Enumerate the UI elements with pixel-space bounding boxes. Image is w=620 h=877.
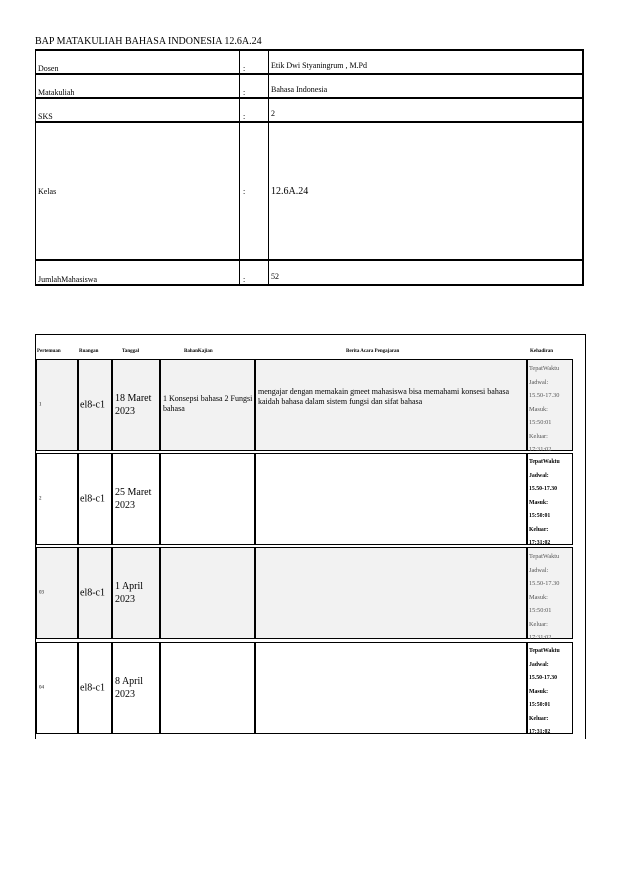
info-separator: : (240, 122, 269, 260)
info-value: 12.6A.24 (269, 122, 584, 260)
info-row-credits (36, 98, 584, 122)
topic-text: 1 Konsepsi bahasa 2 Fungsi bahasa (163, 394, 253, 413)
info-value: 2 (269, 98, 584, 122)
info-value: Etik Dwi Styaningrum , M.Pd (269, 50, 584, 74)
info-label: SKS (36, 98, 240, 122)
info-value: Bahasa Indonesia (269, 74, 584, 98)
header-date: Tanggal (122, 349, 140, 354)
info-label: Matakuliah (36, 74, 240, 98)
presence-info: TepatWaktu Jadwal: 15.50-17.30 Masuk: 15:50:01 Keluar: 17:31:02 (527, 453, 573, 545)
info-row-lecturer (36, 50, 584, 74)
room-code: el8-c1 (80, 399, 105, 411)
room-code: el8-c1 (80, 587, 105, 599)
header-meeting: Pertemuan (37, 349, 61, 354)
header-topic: BahanKajian (184, 349, 213, 354)
course-info-table (35, 49, 584, 286)
info-row-course (36, 74, 584, 98)
teaching-report-text: mengajar dengan memakain gmeet mahasiswa bisa memahami konsesi bahasa kaidah bahasa dalam sistem fungsi dan sifat bahasa (258, 387, 510, 406)
info-separator: : (240, 74, 269, 98)
meeting-number: 04 (39, 685, 44, 691)
info-separator: : (240, 98, 269, 122)
meeting-date: 25 Maret 2023 (115, 487, 152, 511)
header-room: Ruangan (79, 349, 99, 354)
presence-info: TepatWaktu Jadwal: 15.50-17.30 Masuk: 15:50:01 Keluar: 17:31:02 (527, 359, 573, 451)
meeting-number: 2 (39, 496, 42, 502)
info-separator: : (240, 260, 269, 285)
info-value: 52 (269, 260, 584, 285)
info-label: Dosen (36, 50, 240, 74)
meeting-number: 03 (39, 590, 44, 596)
room-code: el8-c1 (80, 682, 105, 694)
presence-info: TepatWaktu Jadwal: 15.50-17.30 Masuk: 15:50:01 Keluar: 17:31:02 (527, 547, 573, 639)
info-label: JumlahMahasiswa (36, 260, 240, 285)
room-code: el8-c1 (80, 493, 105, 505)
table-row (36, 642, 573, 735)
attendance-table (35, 334, 586, 739)
info-row-class (36, 122, 584, 260)
header-news: Berita Acara Pengajaran (346, 349, 400, 354)
meeting-date: 8 April 2023 (115, 676, 144, 700)
presence-info: TepatWaktu Jadwal: 15.50-17.30 Masuk: 15:50:01 Keluar: 17:31:02 (527, 642, 573, 734)
table-row (36, 547, 573, 640)
table-row (36, 453, 573, 546)
meeting-number: 1 (39, 402, 42, 408)
info-label: Kelas (36, 122, 240, 260)
info-separator: : (240, 50, 269, 74)
document-title: BAP MATAKULIAH BAHASA INDONESIA 12.6A.24 (35, 36, 262, 47)
meeting-date: 1 April 2023 (115, 581, 144, 605)
table-row (36, 359, 573, 452)
meeting-date: 18 Maret 2023 (115, 393, 152, 417)
info-row-student-count (36, 260, 584, 285)
header-presence: Kehadiran (530, 349, 554, 354)
